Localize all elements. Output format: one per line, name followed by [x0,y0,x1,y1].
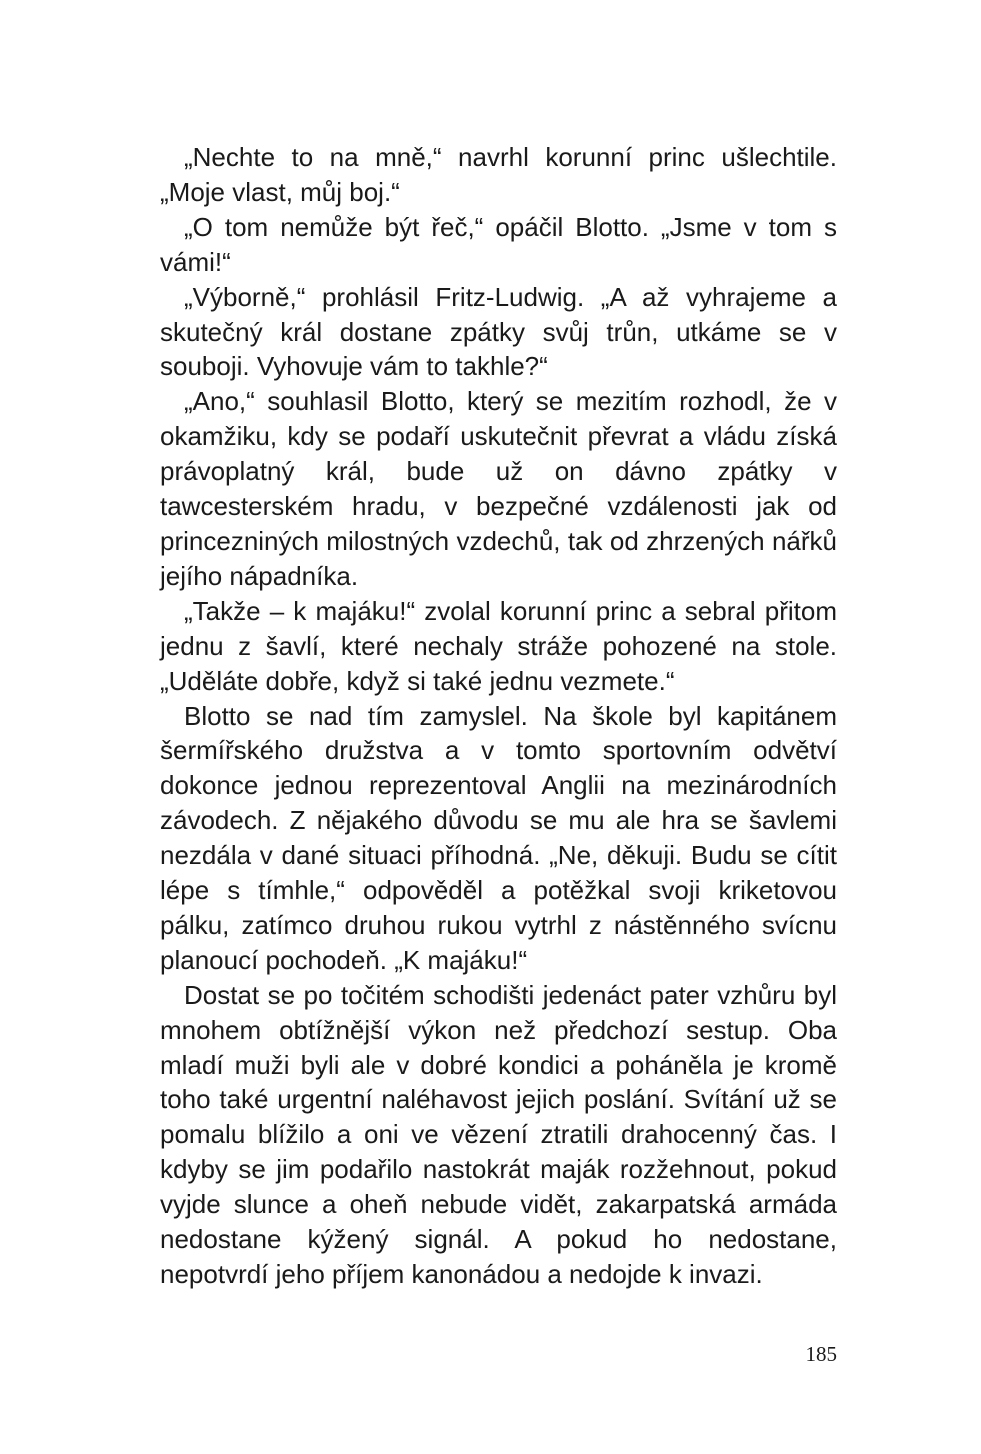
paragraph-5: „Takže – k majáku!“ zvolal korunní princ a sebral přitom jednu z šavlí, které nechaly stráže pohozené na stole. „Uděláte dobře, když si také jednu vezmete.“ [160,595,837,696]
paragraph-6: Blotto se nad tím zamyslel. Na škole byl kapitánem šermířského družstva a v tomto sportovním odvětví dokonce jednou reprezentoval Anglii na mezinárodních závodech. Z nějakého důvodu se mu ale hra se šavlemi nezdála v dané situaci příhodná. „Ne, děkuji. Budu se cítit lépe s tímhle,“ odpověděl a potěžkal svoji kriketovou pálku, zatímco druhou rukou vytrhl z nástěnného svícnu planoucí pochodeň. „K majáku!“ [160,700,837,975]
paragraph-4: „Ano,“ souhlasil Blotto, který se mezitím rozhodl, že v okamžiku, kdy se podaří uskutečnit převrat a vládu získá právoplatný král, bude už on dávno zpátky v tawcesterském hradu, v bezpečné vzdálenosti jak od princezniných milostných vzdechů, tak od zhrzených nářků jejího nápadníka. [160,386,837,591]
page-number: 185 [805,1342,837,1366]
paragraph-1: „Nechte to na mně,“ navrhl korunní princ ušlechtile. „Moje vlast, můj boj.“ [160,142,837,207]
paragraph-2: „O tom nemůže být řeč,“ opáčil Blotto. „Jsme v tom s vámi!“ [160,211,837,277]
body-text [160,140,837,1292]
paragraph-3: „Výborně,“ prohlásil Fritz-Ludwig. „A až vyhrajeme a skutečný král dostane zpátky svůj trůn, utkáme se v souboji. Vyhovuje vám to takhle?“ [160,281,837,382]
paragraph-7: Dostat se po točitém schodišti jedenáct pater vzhůru byl mnohem obtížnější výkon než předchozí sestup. Oba mladí muži byli ale v dobré kondici a poháněla je kromě toho také urgentní naléhavost jejich poslání. Svítání už se pomalu blížilo a oni ve vězení ztratili drahocenný čas. I kdyby se jim podařilo nastokrát maják rozžehnout, pokud vyjde slunce a oheň nebude vidět, zakarpatská armáda nedostane kýžený signál. A pokud ho nedostane, nepotvrdí jeho příjem kanonádou a nedojde k invazi. [160,979,837,1289]
